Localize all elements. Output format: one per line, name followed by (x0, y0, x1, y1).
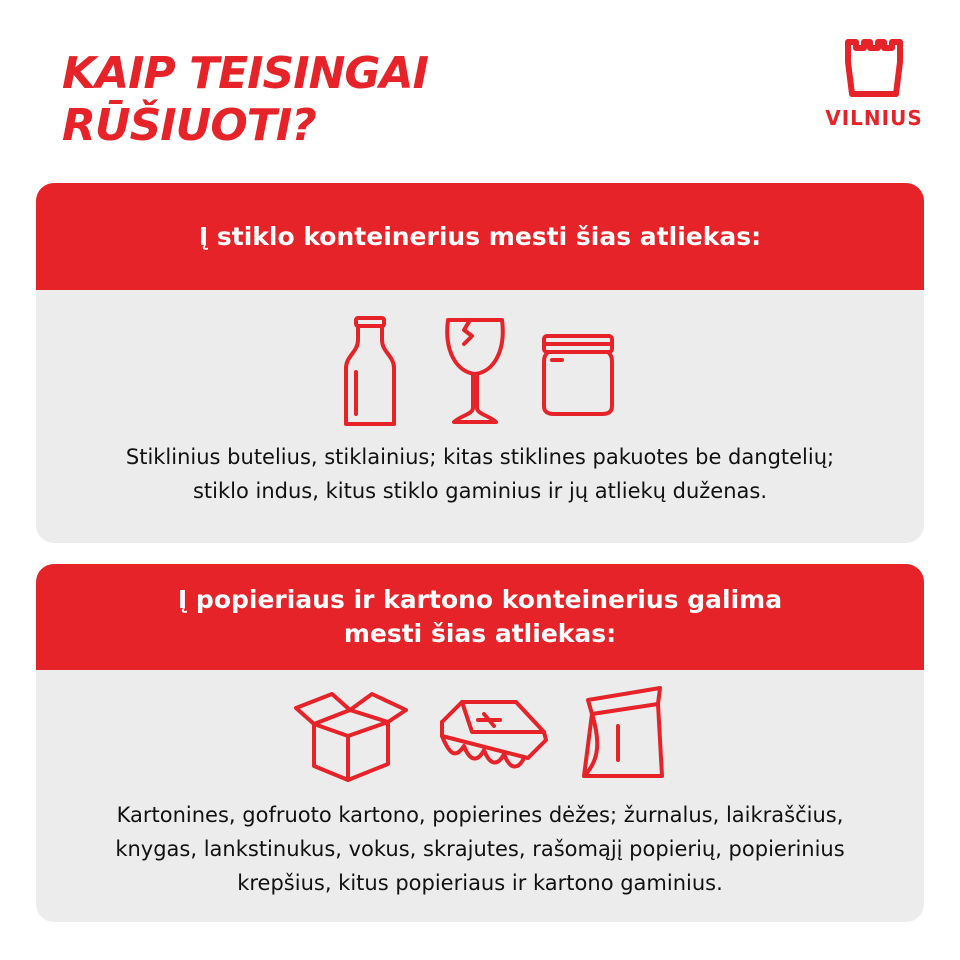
castle-tower-icon (842, 36, 906, 100)
paper-description (36, 798, 924, 900)
title-line-2: RŪŠIUOTI? (62, 100, 316, 151)
paper-section-heading-line-2: mesti šias atliekas: (343, 619, 617, 648)
paper-section (36, 564, 924, 922)
bottle-icon (340, 314, 400, 430)
paper-description-line-1: Kartonines, gofruoto kartono, popierines dėžes; žurnalus, laikraščius, (116, 803, 844, 827)
paper-description-line-2: knygas, lankstinukus, vokus, skrajutes, rašomąjį popierių, popierinius (115, 837, 845, 861)
glass-jar-icon (540, 332, 616, 418)
title-line-1: KAIP TEISINGAI (62, 48, 428, 99)
paper-icons (36, 670, 924, 798)
paper-description-line-3: krepšius, kitus popieriaus ir kartono gaminius. (237, 871, 723, 895)
paper-section-heading-line-1: Į popieriaus ir kartono konteinerius galima (177, 585, 783, 614)
paper-section-header (36, 564, 924, 670)
glass-icons (36, 290, 924, 440)
logo-text: VILNIUS (825, 106, 923, 130)
egg-carton-icon (438, 696, 550, 776)
paper-bag-icon (578, 680, 674, 784)
glass-section-header (36, 183, 924, 290)
glass-description (36, 440, 924, 508)
glass-section (36, 183, 924, 543)
cardboard-box-icon (292, 684, 410, 784)
vilnius-logo (816, 36, 932, 136)
page-title (62, 48, 428, 152)
broken-wine-glass-icon (442, 316, 508, 428)
glass-description-line-2: stiklo indus, kitus stiklo gaminius ir jų atliekų duženas. (192, 479, 768, 503)
glass-section-heading: Į stiklo konteinerius mesti šias atliekas: (198, 221, 762, 251)
glass-description-line-1: Stiklinius butelius, stiklainius; kitas stiklines pakuotes be dangtelių; (125, 445, 835, 469)
